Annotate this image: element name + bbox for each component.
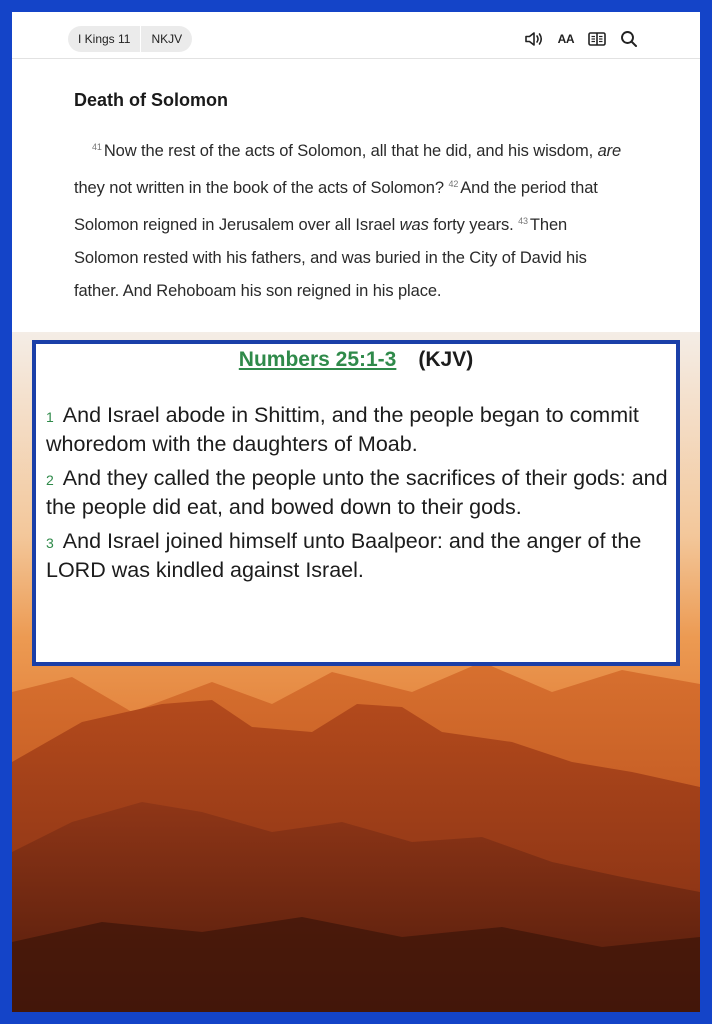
verse-text: Now the rest of the acts of Solomon, all that he did, and his wisdom,	[103, 142, 598, 160]
reference-link[interactable]: Numbers 25:1-3	[238, 348, 397, 371]
verse-number: 1	[46, 409, 54, 425]
version-label: (KJV)	[418, 348, 474, 371]
verse-list	[36, 372, 676, 584]
toolbar-actions	[524, 26, 638, 52]
kjv-verse-card	[32, 340, 680, 666]
reader-toolbar	[12, 12, 700, 59]
search-icon[interactable]	[620, 30, 638, 48]
verse-italic: was	[399, 216, 429, 234]
passage-text	[74, 131, 634, 308]
verse-italic: are	[597, 142, 622, 160]
list-item	[46, 465, 668, 521]
verse-text: And Israel joined himself unto Baalpeor: and the anger of the LORD was kindled against Israel.	[46, 529, 642, 582]
verse-text: Then Solomon rested with his fathers, and was buried in the City of David his father. And Rehoboam his son reigned in his place.	[74, 216, 587, 300]
verse-text: And Israel abode in Shittim, and the people began to commit whoredom with the daughters of Moab.	[46, 403, 639, 456]
verse-number: 41	[92, 142, 102, 152]
reference-selector	[68, 26, 192, 52]
section-heading: Death of Solomon	[74, 90, 228, 110]
verse-text: they not written in the book of the acts of Solomon?	[74, 179, 444, 197]
speaker-icon[interactable]	[524, 31, 544, 47]
verse-text: forty years.	[428, 216, 519, 234]
verse-text: And they called the people unto the sacrifices of their gods: and the people did eat, and bowed down to their gods.	[46, 466, 668, 519]
verse-number: 42	[448, 179, 459, 189]
screenshot-frame	[12, 12, 700, 1012]
verse-number: 43	[518, 216, 528, 226]
book-icon[interactable]	[588, 32, 606, 46]
verse-text: And the period that Solomon reigned in Jerusalem over all Israel	[74, 179, 598, 234]
card-header	[36, 348, 676, 372]
verse-number: 3	[46, 535, 54, 551]
list-item	[46, 528, 668, 584]
book-chapter-button[interactable]: I Kings 11	[78, 32, 131, 46]
text-size-icon[interactable]: AA	[557, 32, 574, 46]
verse-number: 2	[46, 472, 54, 488]
version-button[interactable]: NKJV	[151, 32, 183, 46]
passage	[74, 90, 634, 308]
list-item	[46, 402, 668, 458]
